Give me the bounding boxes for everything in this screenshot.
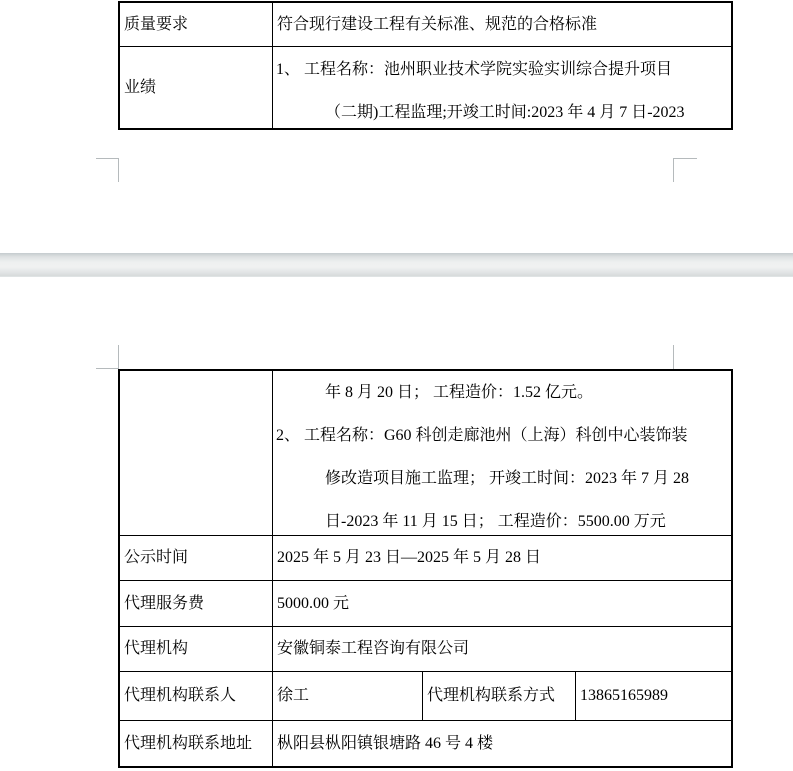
agency-phone-cell[interactable]: [576, 672, 731, 720]
crop-mark-bottom-right-h: [673, 158, 697, 159]
crop-mark-bottom-right-v: [673, 158, 674, 182]
agency-contact-row: [120, 671, 731, 720]
performance-label-cell[interactable]: [120, 47, 273, 128]
agency-fee-label: 代理服务费: [124, 594, 205, 612]
quality-requirements-label-cell[interactable]: [120, 3, 273, 46]
agency-phone-label: 代理机构联系方式: [427, 687, 556, 704]
agency-address-row: [120, 720, 731, 766]
agency-address-label-cell[interactable]: [120, 721, 273, 766]
performance-line: 日-2023 年 11 月 15 日； 工程造价：5500.00 万元: [325, 513, 666, 530]
agency-phone-number: 13865165989: [580, 687, 668, 704]
agency-fee-content-cell[interactable]: [273, 581, 731, 626]
performance-line: （二期)工程监理;开竣工时间:2023 年 4 月 7 日-2023: [325, 104, 685, 121]
performance-line: 年 8 月 20 日； 工程造价：1.52 亿元。: [325, 384, 594, 401]
publicity-time-content-cell[interactable]: [273, 536, 731, 580]
performance-continuation-row: [120, 371, 731, 535]
crop-mark-bottom-left-v: [118, 158, 119, 182]
page-1: [0, 0, 793, 253]
performance-line: 1、 工程名称：池州职业技术学院实验实训综合提升项目: [276, 61, 673, 78]
publicity-time-label: 公示时间: [124, 549, 189, 566]
crop-mark-top-right-v: [673, 345, 674, 369]
publicity-time-row: [120, 535, 731, 580]
agency-fee-label-cell[interactable]: [120, 581, 273, 626]
performance-continuation-label-cell[interactable]: [120, 371, 273, 535]
bid-info-table-page1: [118, 1, 733, 130]
performance-row: [120, 46, 731, 128]
publicity-time-content: 2025 年 5 月 23 日—2025 年 5 月 28 日: [277, 549, 542, 566]
agency-contact-label: 代理机构联系人: [124, 687, 237, 704]
performance-line: 修改造项目施工监理； 开竣工时间：2023 年 7 月 28: [325, 470, 690, 487]
quality-requirements-content-cell[interactable]: [273, 3, 731, 46]
crop-mark-top-left-h: [96, 368, 119, 369]
crop-mark-top-left-v: [118, 345, 119, 369]
page-2: [0, 277, 793, 771]
performance-label: 业绩: [124, 78, 157, 96]
agency-contact-label-cell[interactable]: [120, 672, 273, 720]
performance-content-cell[interactable]: [273, 47, 731, 128]
agency-address-content: 枞阳县枞阳镇银塘路 46 号 4 楼: [277, 734, 494, 752]
crop-mark-bottom-left-h: [96, 158, 119, 159]
quality-requirements-label: 质量要求: [124, 15, 189, 33]
agency-phone-label-cell[interactable]: [423, 672, 576, 720]
performance-line: 2、 工程名称：G60 科创走廊池州（上海）科创中心装饰装: [276, 427, 688, 444]
agency-fee-content: 5000.00 元: [277, 594, 350, 612]
agency-fee-row: [120, 580, 731, 626]
quality-requirements-content: 符合现行建设工程有关标准、规范的合格标准: [277, 15, 598, 33]
agency-contact-name-cell[interactable]: [273, 672, 423, 720]
agency-label-cell[interactable]: [120, 627, 273, 671]
agency-address-content-cell[interactable]: [273, 721, 731, 766]
agency-content: 安徽铜泰工程咨询有限公司: [277, 640, 470, 657]
agency-row: [120, 626, 731, 671]
bid-info-table-page2: [118, 369, 733, 768]
agency-label: 代理机构: [124, 640, 189, 657]
agency-content-cell[interactable]: [273, 627, 731, 671]
page-separator: [0, 253, 793, 277]
agency-address-label: 代理机构联系地址: [124, 734, 253, 752]
agency-contact-name: 徐工: [277, 687, 310, 704]
performance-continuation-content-cell[interactable]: [273, 371, 731, 535]
publicity-time-label-cell[interactable]: [120, 536, 273, 580]
quality-requirements-row: [120, 3, 731, 46]
